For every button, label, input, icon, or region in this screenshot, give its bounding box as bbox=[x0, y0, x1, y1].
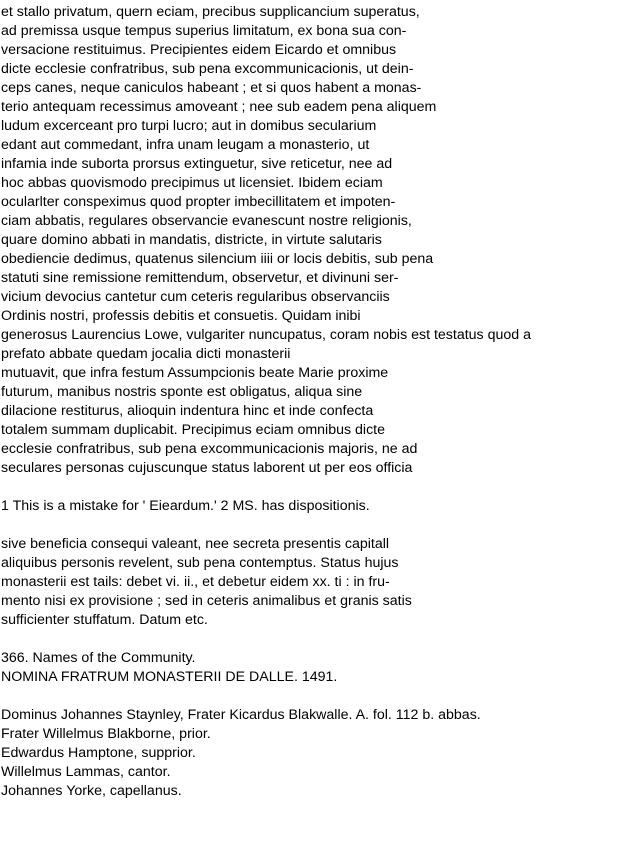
text-line: prefato abbate quedam jocalia dicti monasterii bbox=[1, 346, 291, 362]
footnote bbox=[1, 497, 624, 516]
paragraph-gap bbox=[1, 478, 624, 497]
section-heading: 366. Names of the Community. bbox=[1, 650, 196, 666]
text-line: dilacione restiturus, alioquin indentura hinc et inde confecta bbox=[1, 403, 374, 419]
text-line: ludum excerceant pro turpi lucro; aut in domibus secularium bbox=[1, 118, 377, 134]
text-line: seculares personas cujuscunque status laborent ut per eos officia bbox=[1, 460, 413, 476]
text-line: vicium devocius cantetur cum ceteris regularibus observanciis bbox=[1, 289, 390, 305]
text-line: generosus Laurencius Lowe, vulgariter nuncupatus, coram nobis est testatus quod a bbox=[1, 327, 531, 343]
paragraph-gap bbox=[1, 516, 624, 535]
paragraph-gap bbox=[1, 687, 624, 706]
text-line: mutuavit, que infra festum Assumpcionis beate Marie proxime bbox=[1, 365, 389, 381]
text-line: edant aut commedant, infra unam leugam a monasterio, ut bbox=[1, 137, 370, 153]
text-line: sive beneficia consequi valeant, nee secreta presentis capitall bbox=[1, 536, 390, 552]
text-line: totalem summam duplicabit. Precipimus eciam omnibus dicte bbox=[1, 422, 385, 438]
footnote-text: 1 This is a mistake for ' Eieardum.' 2 MS. has dispositionis. bbox=[1, 498, 370, 514]
text-line: quare domino abbati in mandatis, districte, in virtute salutaris bbox=[1, 232, 382, 248]
text-line: ciam abbatis, regulares observancie evanescunt nostre religionis, bbox=[1, 213, 412, 229]
section-header bbox=[1, 649, 624, 687]
paragraph-gap bbox=[1, 630, 624, 649]
text-line: futurum, manibus nostris sponte est obligatus, aliqua sine bbox=[1, 384, 363, 400]
list-item: Frater Willelmus Blakborne, prior. bbox=[1, 726, 211, 742]
text-line: ceps canes, neque caniculos habeant ; et si quos habent a monas- bbox=[1, 80, 422, 96]
list-item: Johannes Yorke, capellanus. bbox=[1, 783, 182, 799]
text-line: infamia inde suborta prorsus extinguetur, sive reticetur, nee ad bbox=[1, 156, 393, 172]
text-line: statuti sine remissione remittendum, observetur, et divinuni ser- bbox=[1, 270, 399, 286]
section-subheading: NOMINA FRATRUM MONASTERII DE DALLE. 1491. bbox=[1, 669, 338, 685]
text-line: terio antequam recessimus amoveant ; nee sub eadem pena aliquem bbox=[1, 99, 437, 115]
text-line: et stallo privatum, quern eciam, precibus supplicancium superatus, bbox=[1, 4, 420, 20]
text-line: hoc abbas quovismodo precipimus ut licensiet. Ibidem eciam bbox=[1, 175, 383, 191]
text-line: sufficienter stuffatum. Datum etc. bbox=[1, 612, 208, 628]
continuation-block bbox=[1, 535, 624, 630]
text-line: aliquibus personis revelent, sub pena contemptus. Status hujus bbox=[1, 555, 399, 571]
text-line: ecclesie confratribus, sub pena excommunicacionis majoris, ne ad bbox=[1, 441, 418, 457]
text-line: mento nisi ex provisione ; sed in ceteris animalibus et granis satis bbox=[1, 593, 412, 609]
text-line: ocularlter conspeximus quod propter imbecillitatem et impoten- bbox=[1, 194, 396, 210]
text-line: Ordinis nostri, professis debitis et consuetis. Quidam inibi bbox=[1, 308, 361, 324]
text-line: versacione restituimus. Precipientes eidem Eicardo et omnibus bbox=[1, 42, 397, 58]
text-line: monasterii est tails: debet vi. ii., et debetur eidem xx. ti : in fru- bbox=[1, 574, 390, 590]
list-item: Willelmus Lammas, cantor. bbox=[1, 764, 171, 780]
names-list bbox=[1, 706, 624, 801]
list-item: Edwardus Hamptone, supprior. bbox=[1, 745, 196, 761]
text-line: ad premissa usque tempus superius limitatum, ex bona sua con- bbox=[1, 23, 407, 39]
text-line: obediencie dedimus, quatenus silencium iiii or locis debitis, sub pena bbox=[1, 251, 434, 267]
main-text-block bbox=[1, 3, 624, 478]
list-item: Dominus Johannes Staynley, Frater Kicardus Blakwalle. A. fol. 112 b. abbas. bbox=[1, 707, 481, 723]
text-line: dicte ecclesie confratribus, sub pena excommunicacionis, ut dein- bbox=[1, 61, 414, 77]
